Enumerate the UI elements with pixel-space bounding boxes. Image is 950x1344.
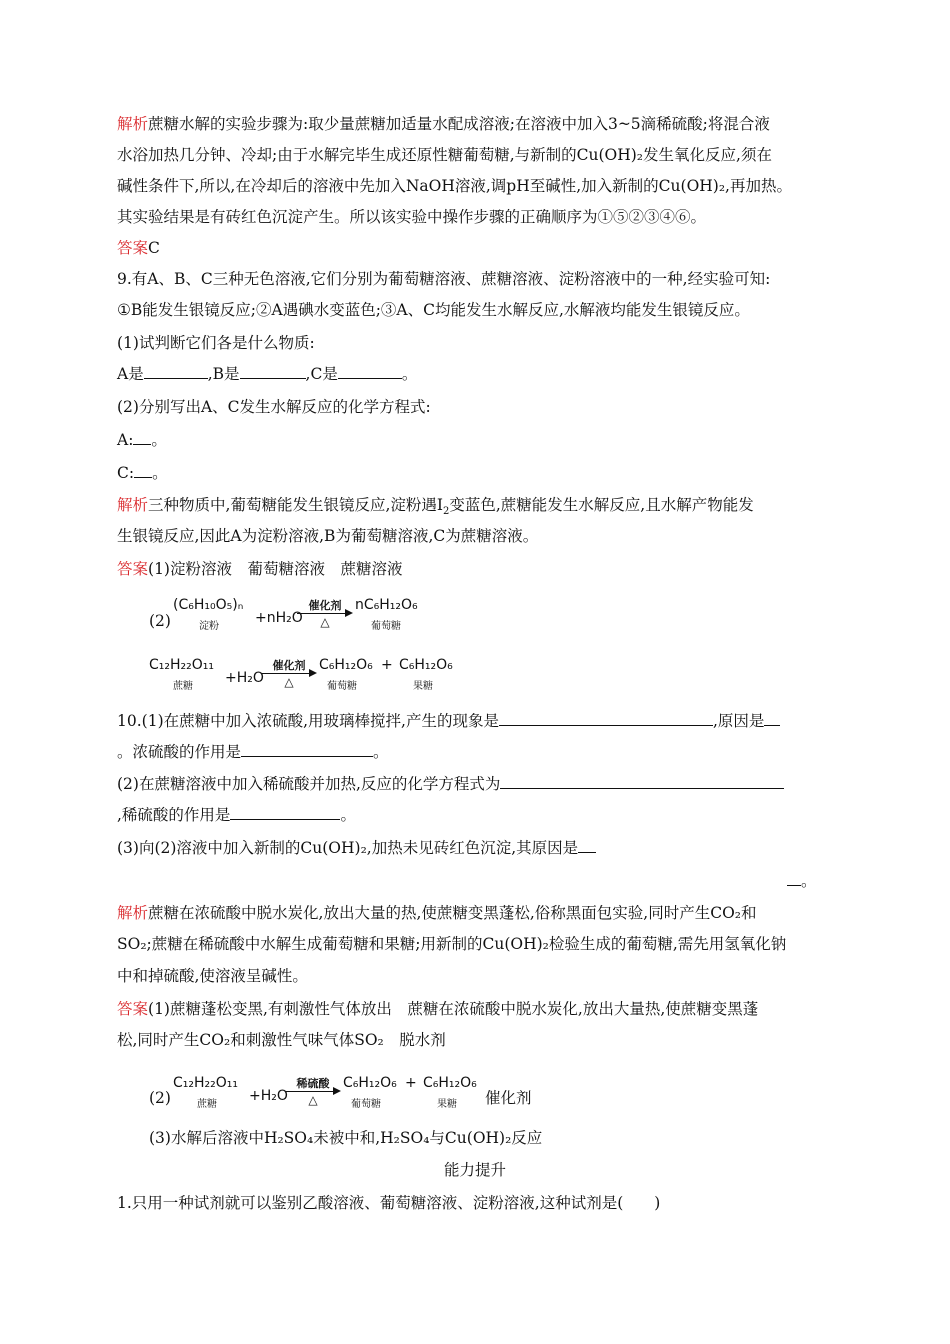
- question-text: 有A、B、C三种无色溶液,它们分别为葡萄糖溶液、蔗糖溶液、淀粉溶液中的一种,经实验可知:: [131, 270, 771, 288]
- q10-analysis-line: [117, 902, 757, 924]
- answer-text: (1)淀粉溶液 葡萄糖溶液 蔗糖溶液: [148, 560, 403, 578]
- catalyst-label: 催化剂: [308, 599, 342, 612]
- question-text: (3)向(2)溶液中加入新制的Cu(OH)₂,加热未见砖红色沉淀,其原因是: [117, 839, 579, 857]
- reactant-formula: C₁₂H₂₂O₁₁: [149, 657, 214, 673]
- answer-text: 催化剂: [485, 1089, 532, 1107]
- answer-part-label: (2): [149, 1089, 171, 1107]
- answer-text: (1)蔗糖蓬松变黑,有刺激性气体放出 蔗糖在浓硫酸中脱水炭化,放出大量热,使蔗糖变黑蓬: [148, 1000, 759, 1018]
- analysis-label: 解析: [117, 904, 149, 922]
- question-text: ①B能发生银镜反应;②A遇碘水变蓝色;③A、C均能发生水解反应,水解液均能发生银镜反应。: [117, 301, 750, 319]
- subscript: 2: [443, 506, 450, 518]
- plus-sign: +: [405, 1075, 417, 1091]
- fill-blank-line: [117, 804, 356, 826]
- equation-sucrose-hydrolysis: [149, 657, 569, 697]
- fill-blank-line: [117, 363, 417, 385]
- analysis-label: 解析: [117, 115, 149, 133]
- analysis-text: 蔗糖水解的实验步骤为:取少量蔗糖加适量水配成溶液;在溶液中加入3~5滴稀硫酸;将混合液: [148, 115, 770, 133]
- answer-blank[interactable]: [241, 742, 373, 757]
- fill-prefix: A:: [117, 431, 134, 449]
- fill-prefix: ,B是: [207, 365, 240, 383]
- analysis-text: 变蓝色,蔗糖能发生水解反应,且水解产物能发: [449, 496, 754, 514]
- fill-suffix: 。: [340, 806, 356, 824]
- question-text: ,稀硫酸的作用是: [117, 806, 231, 824]
- question-number: 9.: [117, 270, 132, 288]
- product-name: 果糖: [413, 681, 433, 692]
- reactant-name: 蔗糖: [173, 681, 193, 692]
- answer-blank[interactable]: [144, 364, 208, 379]
- fill-blank-line: [117, 773, 784, 795]
- fill-suffix: 。: [401, 365, 418, 383]
- analysis-text: 生银镜反应,因此A为淀粉溶液,B为葡萄糖溶液,C为蔗糖溶液。: [117, 527, 539, 545]
- water-term: +nH₂O: [255, 610, 303, 626]
- question-text: 只用一种试剂就可以鉴别乙酸溶液、葡萄糖溶液、淀粉溶液,这种试剂是( ): [131, 1194, 661, 1212]
- q10-stem: [117, 710, 780, 732]
- section-heading: 能力提升: [443, 1161, 506, 1179]
- product-name: 葡萄糖: [327, 681, 357, 692]
- answer-label: 答案: [117, 1000, 149, 1018]
- heat-symbol: △: [308, 1093, 318, 1107]
- reactant-name: 淀粉: [199, 621, 219, 632]
- answer-text: C: [148, 239, 160, 257]
- reaction-arrow: [261, 657, 317, 691]
- fill-blank-line: [117, 741, 389, 763]
- plus-sign: +: [381, 657, 393, 673]
- product-name: 果糖: [437, 1099, 457, 1110]
- answer-label: 答案: [117, 560, 149, 578]
- product-formula: C₆H₁₂O₆: [319, 657, 373, 673]
- fill-prefix: A是: [117, 365, 144, 383]
- fill-prefix: ,C是: [305, 365, 338, 383]
- fill-blank-line: [787, 870, 817, 892]
- reaction-arrow: [285, 1075, 341, 1109]
- reactant-formula: C₁₂H₂₂O₁₁: [173, 1075, 238, 1091]
- fill-blank-line: [117, 429, 167, 451]
- analysis-text: 水浴加热几分钟、冷却;由于水解完毕生成还原性糖葡萄糖,与新制的Cu(OH)₂发生氧化反应,须在: [117, 146, 772, 164]
- analysis-text: 中和掉硫酸,使溶液呈碱性。: [117, 967, 308, 985]
- answer-blank[interactable]: [338, 364, 402, 379]
- question-text: (2)在蔗糖溶液中加入稀硫酸并加热,反应的化学方程式为: [117, 775, 501, 793]
- equation-starch-hydrolysis: [173, 597, 533, 637]
- answer-blank[interactable]: [230, 805, 340, 820]
- analysis-text: 其实验结果是有砖红色沉淀产生。所以该实验中操作步骤的正确顺序为①⑤②③④⑥。: [117, 208, 707, 226]
- fill-prefix: C:: [117, 464, 135, 482]
- analysis-text: 蔗糖在浓硫酸中脱水炭化,放出大量的热,使蔗糖变黑蓬松,俗称黑面包实验,同时产生CO₂和: [148, 904, 757, 922]
- product-formula: C₆H₁₂O₆: [343, 1075, 397, 1091]
- answer-text: (3)水解后溶液中H₂SO₄未被中和,H₂SO₄与Cu(OH)₂反应: [149, 1129, 543, 1147]
- reactant-formula: (C₆H₁₀O₅)ₙ: [173, 597, 244, 613]
- answer-blank[interactable]: [764, 711, 780, 726]
- q9-answer-line: [117, 558, 402, 580]
- catalyst-label: 催化剂: [272, 659, 306, 672]
- product-name: 葡萄糖: [371, 621, 401, 632]
- product-name: 葡萄糖: [351, 1099, 381, 1110]
- analysis-text: 碱性条件下,所以,在冷却后的溶液中先加入NaOH溶液,调pH至碱性,加入新制的Cu(OH)₂,再加热。: [117, 177, 792, 195]
- answer-blank[interactable]: [240, 364, 306, 379]
- product-formula: nC₆H₁₂O₆: [355, 597, 418, 613]
- analysis-label: 解析: [117, 496, 149, 514]
- reaction-arrow: [297, 597, 353, 631]
- question-text: ,原因是: [712, 712, 765, 730]
- answer-text: 松,同时产生CO₂和刺激性气味气体SO₂ 脱水剂: [117, 1031, 446, 1049]
- water-term: +H₂O: [249, 1088, 288, 1104]
- answer-blank[interactable]: [787, 871, 801, 886]
- question-number: 10.: [117, 712, 142, 730]
- q8-answer-line: [117, 237, 160, 259]
- q9-stem: [117, 268, 770, 290]
- heat-symbol: △: [320, 615, 330, 629]
- fill-suffix: 。: [152, 464, 168, 482]
- fill-suffix: 。: [151, 431, 167, 449]
- question-text: 。浓硫酸的作用是: [117, 743, 242, 761]
- q8-analysis-line: [117, 113, 770, 135]
- answer-blank[interactable]: [500, 774, 784, 789]
- q1-stem: [117, 1192, 660, 1214]
- fill-suffix: 。: [801, 872, 817, 890]
- catalyst-label: 稀硫酸: [296, 1077, 330, 1090]
- answer-blank[interactable]: [578, 838, 596, 853]
- answer-blank[interactable]: [133, 430, 151, 445]
- question-subpart: (2)分别写出A、C发生水解反应的化学方程式:: [117, 398, 431, 416]
- analysis-text: SO₂;蔗糖在稀硫酸中水解生成葡萄糖和果糖;用新制的Cu(OH)₂检验生成的葡萄糖,需先用氢氧化钠: [117, 935, 787, 953]
- q10-answer-line: [117, 998, 758, 1020]
- question-subpart: (1)试判断它们各是什么物质:: [117, 334, 315, 352]
- analysis-text: 三种物质中,葡萄糖能发生银镜反应,淀粉遇I: [148, 496, 443, 514]
- product-formula: C₆H₁₂O₆: [423, 1075, 477, 1091]
- answer-label: 答案: [117, 239, 149, 257]
- product-formula: C₆H₁₂O₆: [399, 657, 453, 673]
- answer-part-label: (2): [149, 612, 171, 630]
- fill-suffix: 。: [373, 743, 389, 761]
- heat-symbol: △: [284, 675, 294, 689]
- reactant-name: 蔗糖: [197, 1099, 217, 1110]
- water-term: +H₂O: [225, 670, 264, 686]
- fill-blank-line: [117, 462, 168, 484]
- fill-blank-line: [117, 837, 596, 859]
- answer-blank[interactable]: [499, 711, 713, 726]
- question-text: (1)在蔗糖中加入浓硫酸,用玻璃棒搅拌,产生的现象是: [141, 712, 499, 730]
- answer-blank[interactable]: [134, 463, 152, 478]
- question-number: 1.: [117, 1194, 132, 1212]
- q9-analysis-line: [117, 494, 754, 523]
